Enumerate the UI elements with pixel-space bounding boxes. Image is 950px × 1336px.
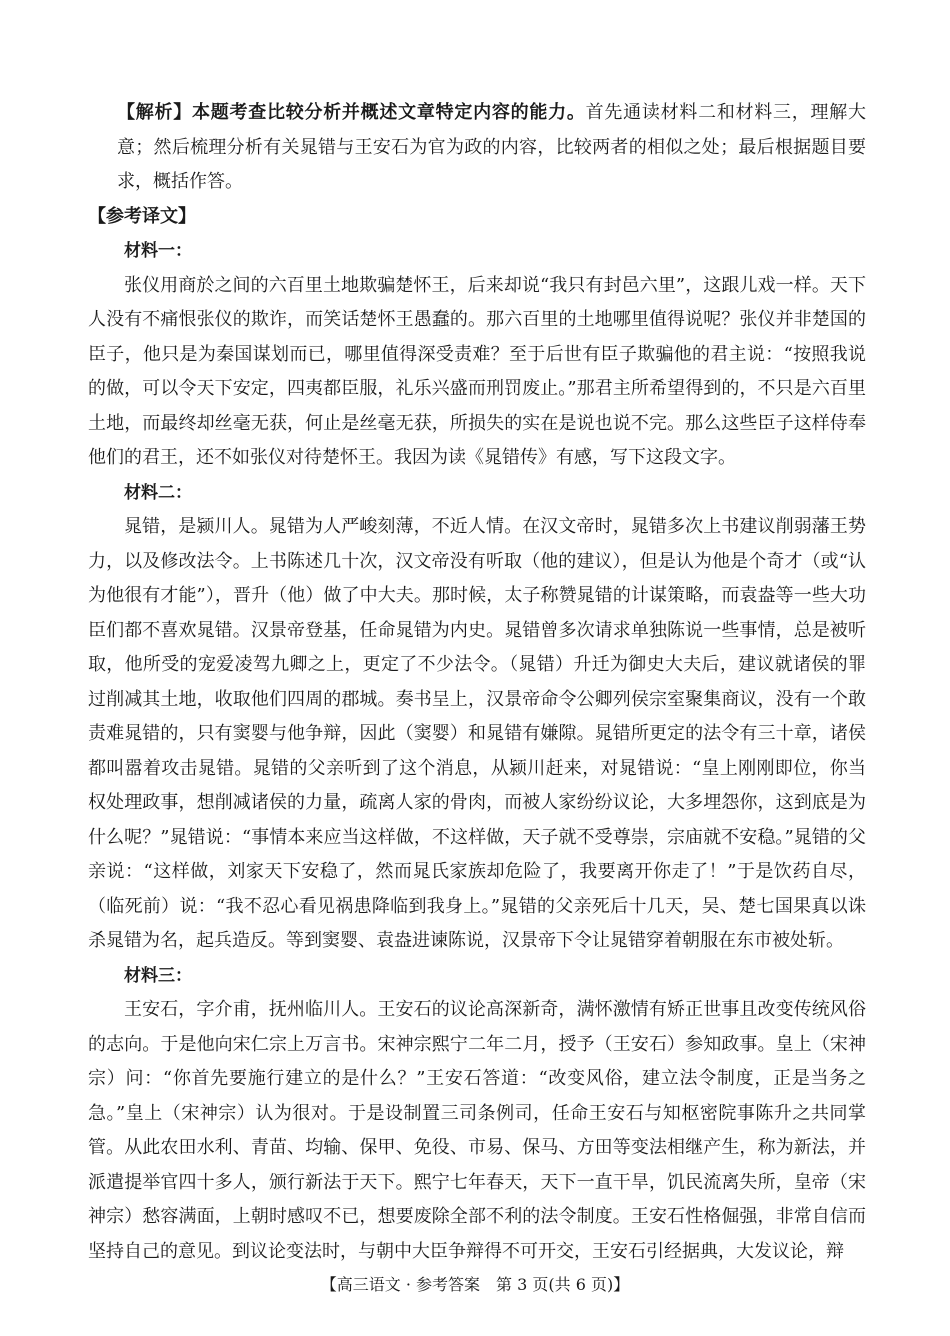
- material-three-title: 材料三：: [124, 965, 192, 986]
- material-two-title: 材料二：: [124, 482, 192, 503]
- translation-heading: 【参考译文】: [88, 205, 196, 227]
- page-footer: 【高三语文 · 参考答案 第 3 页(共 6 页)】: [320, 1275, 630, 1294]
- material-three-paragraph: 王安石，字介甫，抚州临川人。王安石的议论高深新奇，满怀激情有矫正世事且改变传统风俗的志向。于是他向宋仁宗上万言书。宋神宗熙宁二年二月，授予（王安石）参知政事。皇上（宋神宗）问：“你首先要施行建立的是什么？”王安石答道：“改变风俗，建立法令制度，正是当务之急。”皇上（宋神宗）认为很对。于是设制置三司条例司，任命王安石与知枢密院事陈升之共同掌管。从此农田水利、青苗、均输、保甲、免役、市易、保马、方田等变法相继产生，称为新法，并派遣提举官四十多人，颁行新法于天下。熙宁七年春天，天下一直干旱，饥民流离失所，皇帝（宋神宗）愁容满面，上朝时感叹不已，想要废除全部不利的法令制度。王安石性格倔强，非常自信而坚持自己的意见。到议论变法时，与朝中大臣争辩得不可开交，王安石引经据典，大发议论，辩: [88, 999, 866, 1262]
- analysis-bold-text: 本题考查比较分析并概述文章特定内容的能力。: [191, 102, 586, 123]
- material-two-paragraph: 晁错，是颍川人。晁错为人严峻刻薄，不近人情。在汉文帝时，晁错多次上书建议削弱藩王势力，以及修改法令。上书陈述几十次，汉文帝没有听取（他的建议），但是认为他是个奇才（或“认为他很有才能”），晋升（他）做了中大夫。那时候，太子称赞晁错的计谋策略，而袁盎等一些大功臣们都不喜欢晁错。汉景帝登基，任命晁错为内史。晁错曾多次请求单独陈说一些事情，总是被听取，他所受的宠爱凌驾九卿之上，更定了不少法令。（晁错）升迁为御史大夫后，建议就诸侯的罪过削减其土地，收取他们四周的郡城。奏书呈上，汉景帝命令公卿列侯宗室聚集商议，没有一个敢责难晁错的，只有窦婴与他争辩，因此（窦婴）和晁错有嫌隙。晁错所更定的法令有三十章，诸侯都叫嚣着攻击晁错。晁错的父亲听到了这个消息，从颍川赶来，对晁错说：“皇上刚刚即位，你当权处理政事，想削减诸侯的力量，疏离人家的骨肉，而被人家纷纷议论，大多埋怨你，这到底是为什么呢？”晁错说：“事情本来应当这样做，不这样做，天子就不受尊崇，宗庙就不安稳。”晁错的父亲说：“这样做，刘家天下安稳了，然而晁氏家族却危险了，我要离开你走了！”于是饮药自尽，（临死前）说：“我不忍心看见祸患降临到我身上。”晁错的父亲死后十几天，吴、楚七国果真以诛杀晁错为名，起兵造反。等到窦婴、袁盎进谏陈说，汉景帝下令让晁错穿着朝服在东市被处斩。: [88, 516, 866, 951]
- analysis-label: 【解析】: [117, 102, 192, 123]
- analysis-paragraph: [88, 96, 866, 200]
- material-one-paragraph: 张仪用商於之间的六百里土地欺骗楚怀王，后来却说“我只有封邑六里”，这跟儿戏一样。天下人没有不痛恨张仪的欺诈，而笑话楚怀王愚蠢的。那六百里的土地哪里值得说呢？张仪并非楚国的臣子，他只是为秦国谋划而已，哪里值得深受责难？至于后世有臣子欺骗他的君主说：“按照我说的做，可以令天下安定，四夷都臣服，礼乐兴盛而刑罚废止。”那君主所希望得到的，不只是六百里土地，而最终却丝毫无获，何止是丝毫无获，所损失的实在是说也说不完。那么这些臣子这样侍奉他们的君王，还不如张仪对待楚怀王。我因为读《晁错传》有感，写下这段文字。: [88, 274, 866, 468]
- material-one-title: 材料一：: [124, 241, 192, 261]
- answer-page: [88, 96, 866, 1269]
- analysis-text: 首先通读材料二和材料三，理解大意；然后梳理分析有关晁错与王安石为官为政的内容，比较两者的相似之处；最后根据题目要求，概括作答。: [117, 102, 867, 192]
